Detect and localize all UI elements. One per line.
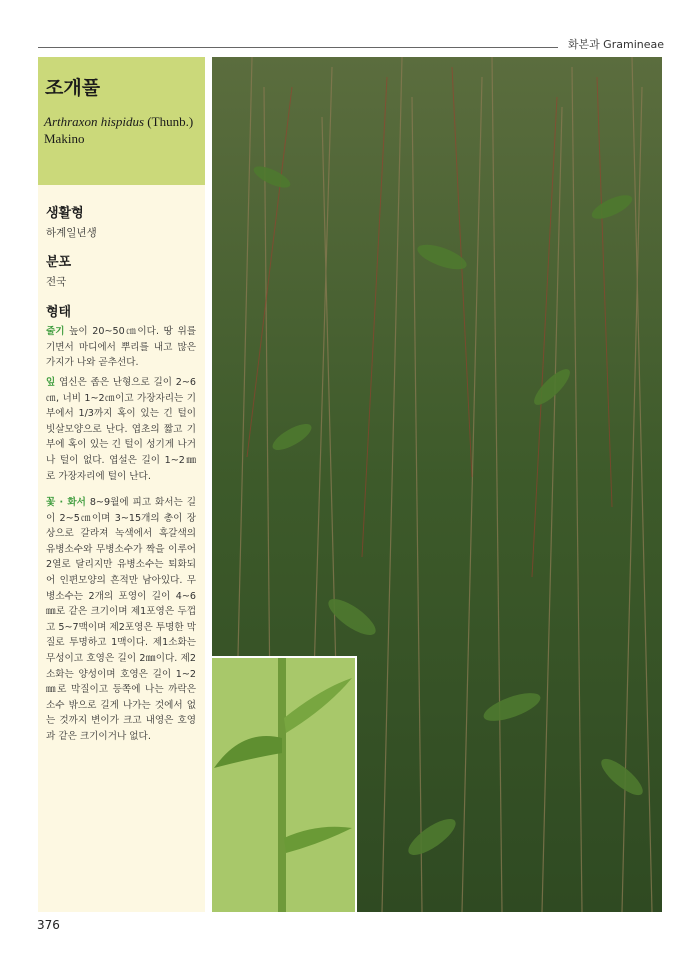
distribution-value: 전국: [46, 276, 67, 288]
section-header: 화본과 Gramineae: [567, 38, 664, 51]
leaf-label: 잎: [46, 377, 56, 388]
stem-paragraph: [46, 324, 196, 371]
life-form-value: 하계일년생: [46, 227, 97, 239]
distribution-heading: 분포: [46, 255, 72, 270]
flower-paragraph: [46, 495, 196, 745]
morphology-heading: 형태: [46, 305, 72, 320]
page-number: 376: [37, 918, 60, 932]
flower-text: 8~9월에 피고 화서는 길이 2~5㎝이며 3~15개의 총이 장상으로 갈라져 녹색에서 흑갈색의 유병소수와 무병소수가 짝을 이루어 2열로 달리지만 유병소수는 퇴화되어 인편모양의 흔적만 남아있다. 무병소수는 2개의 포영이 길이 4~6㎜로 같은 크기이며 제1포영은 두껍고 5~7맥이며 제2포영은 투명한 막질로 투명하고 1맥이다. 제1소화는 무성이고 호영은 길이 2㎜이다. 제2소화는 양성이며 호영은 길이 1~2㎜로 막질이고 등쪽에 나는 까락은 소수 밖으로 길게 나가는 것에서 없는 것까지 변이가 크고 내영은 호영과 같은 크기이거나 없다.: [46, 497, 196, 742]
life-form-heading: 생활형: [46, 206, 84, 221]
scientific-author: (Thunb.) Makino: [44, 114, 194, 146]
stem-closeup-illustration: [212, 658, 357, 912]
plant-photo-inset: [212, 656, 357, 912]
scientific-binomial: Arthraxon hispidus: [44, 114, 145, 129]
header-rule: [38, 47, 558, 48]
stem-text: 높이 20~50㎝이다. 땅 위를 기면서 마디에서 뿌리를 내고 많은 가지가 나와 곧추선다.: [46, 326, 196, 369]
flower-label: 꽃 · 화서: [46, 497, 86, 508]
leaf-paragraph: [46, 375, 196, 484]
scientific-name: [44, 113, 202, 147]
stem-label: 줄기: [46, 326, 65, 337]
species-title-box: [38, 57, 205, 185]
leaf-text: 엽신은 좁은 난형으로 길이 2~6㎝, 너비 1~2㎝이고 가장자리는 기부에서 1/3까지 혹이 있는 긴 털이 빗살모양으로 난다. 엽초의 짧고 기부에 혹이 있는 긴 털이 성기게 나거나 털이 없다. 엽설은 길이 1~2㎜로 가장자리에 털이 난다.: [46, 377, 196, 482]
description-panel: [38, 185, 205, 912]
korean-name: 조개풀: [45, 77, 101, 99]
